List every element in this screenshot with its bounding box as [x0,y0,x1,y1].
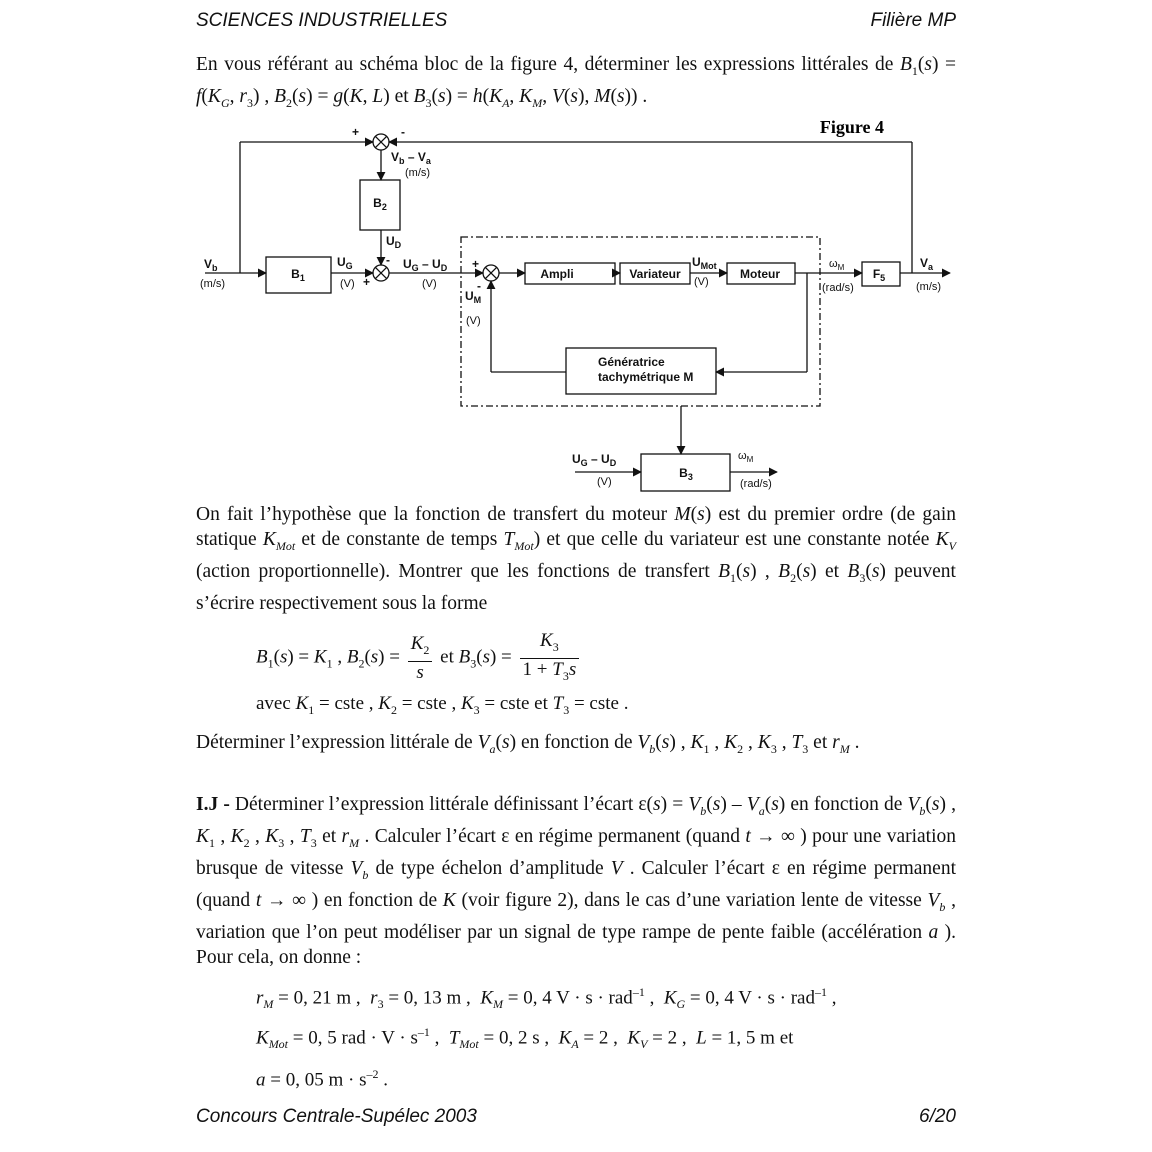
signal-ug-ud-label: $U_G - U_D$ [403,257,448,273]
block-moteur-label: Moteur [740,267,780,281]
unit-um: (V) [466,315,481,327]
sign-inner-plus: + [472,257,480,271]
unit-b3-in: (V) [597,476,612,488]
block-ampli-label: Ampli [540,267,574,281]
sign-top-plus: + [352,125,360,139]
equation-constants: avec $K_1$ = cste , $K_2$ = cste , $K_3$ = cste et $T_3$ = cste . [256,693,629,717]
sign-mid-plus: + [363,275,371,289]
sign-mid-minus: - [386,253,390,267]
block-b1-label: $B_1$ [291,267,305,283]
unit-vb-va: (m/s) [405,167,431,179]
block-f5-label: $F_5$ [872,267,886,283]
unit-wm: (rad/s) [822,282,854,294]
signal-vb-va-label: $V_b - V_a$ [391,150,431,166]
unit-ug: (V) [340,278,355,290]
equation-transfer-functions: $B_1(s) = K_1$ , $B_2(s)$ = $\frac{K_2}{s}$ et $B_3(s)$ = $\frac{K_3}{1 + T_3s}$ [256,630,582,687]
paragraph-hypothesis: On fait l’hypothèse que la fonction de transfert du moteur M(s) est du premier ordre (de gain statique $K_{Mot}$ et de constante de temps $T_{Mot}$) et que celle du variateur est une constante notée $K_V$ (action proportionnelle). Montrer que les fonctions de transfert $B_1(s)$ , $B_2(s)$ et $B_3(s)$ peuvent s’écrire respectivement sous la forme [196,504,957,614]
block-variateur-label: Variateur [629,267,681,281]
signal-umot-label: $U_{Mot}$ [692,255,717,271]
unit-umot: (V) [694,276,709,288]
signal-um-label: $U_M$ [465,289,482,305]
header-right: Filière MP [870,10,956,31]
sign-top-minus: - [401,125,405,139]
unit-b3-out: (rad/s) [740,478,772,490]
block-b2-label: $B_2$ [373,196,387,212]
footer-right: 6/20 [919,1106,956,1127]
equation-data-1: $r_M = 0$, 21 m , $r_3 = 0$, 13 m , $K_M = 0$, 4 V · s · rad$^{-1}$ , $K_G = 0$, 4 V · s · rad$^{-1}$ , [256,985,837,1012]
unit-va: (m/s) [916,281,942,293]
header-left: SCIENCES INDUSTRIELLES [196,10,448,31]
signal-b3-in-label: $U_G - U_D$ [572,452,617,468]
sign-inner-minus: - [477,279,481,293]
paragraph-intro: En vous référant au schéma bloc de la figure 4, déterminer les expressions littérales de $B_1(s) = f(K_G$, $r_3$) , $B_2(s) = g(K$, L) et $B_3(s) = h(K_A$, $K_M$, V(s), M(s)) . [196,54,956,110]
equation-data-2: $K_{Mot} = 0$, 5 rad · $V \cdot s^{-1}$ , $T_{Mot} = 0$, 2 s , $K_A = 2$ , $K_V = 2$ , L = 1, 5 m et [256,1025,794,1052]
block-diagram [0,0,1152,500]
signal-va-label: $V_a$ [920,256,934,272]
paragraph-question-ij: I.J - Déterminer l’expression littérale définissant l’écart $\varepsilon(s) = V_b(s) - V_a(s)$ en fonction de $V_b(s)$ , $K_1$ , $K_2$ , $K_3$ , $T_3$ et $r_M$ . Calculer l’écart ε en régime permanent (quand t → ∞ ) pour une variation brusque de vitesse $V_b$ de type échelon d’amplitude V . Calculer l’écart ε en régime permanent (quand t → ∞ ) en fonction de K (voir figure 2), dans le cas d’une variation lente de vitesse $V_b$ , variation que l’on peut modéliser par un signal de type rampe de pente faible (accélération a ). Pour cela, on donne : [196,794,957,968]
signal-ug-label: $U_G$ [337,255,353,271]
block-generatrice-label-1: Génératrice [598,355,665,369]
signal-ud-label: $U_D$ [386,234,402,250]
footer-left: Concours Centrale-Supélec 2003 [196,1106,477,1127]
signal-b3-out-label: $\omega_M$ [738,450,754,464]
signal-wm-label: $\omega_M$ [829,258,845,272]
paragraph-va-expression: Déterminer l’expression littérale de $V_a(s)$ en fonction de $V_b(s)$ , $K_1$ , $K_2$ , $K_3$ , $T_3$ et $r_M$ . [196,732,860,756]
figure-label: Figure 4 [819,117,884,137]
unit-ug-ud: (V) [422,278,437,290]
block-b3-label: $B_3$ [679,466,693,482]
equation-data-3: a = 0, 05 $m \cdot s^{-2}$ . [256,1067,388,1091]
block-generatrice-label-2: tachymétrique M [598,370,694,384]
signal-vb-label: $V_b$ [204,257,218,273]
unit-vb: (m/s) [200,278,226,290]
